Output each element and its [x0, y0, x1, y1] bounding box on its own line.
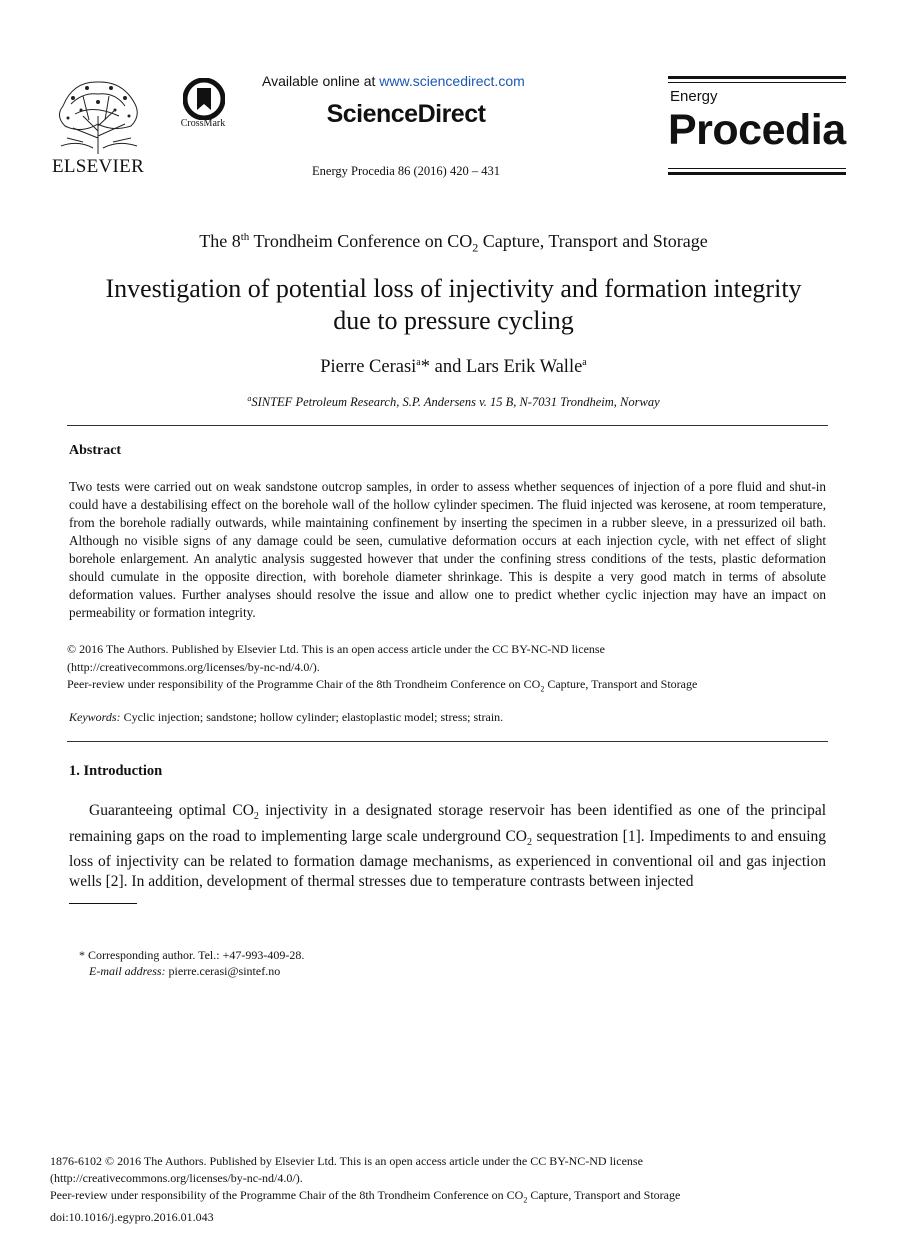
footer-peer-review: Peer-review under responsibility of the Programme Chair of the 8th Trondheim Conference on $CO_2$ Capture, Transport and Storage: [50, 1187, 681, 1204]
divider: [67, 741, 828, 742]
article-title: [60, 273, 847, 337]
footnote: [79, 947, 304, 979]
elsevier-tree-icon: [53, 76, 143, 154]
issn-copyright: 1876-6102 © 2016 The Authors. Published by Elsevier Ltd. This is an open access article under the CC BY-NC-ND license: [50, 1154, 643, 1168]
author-1: Pierre Cerasi: [320, 357, 417, 378]
email-address[interactable]: pierre.cerasi@sintef.no: [165, 964, 281, 978]
page-footer: [50, 1153, 850, 1226]
abstract-text: Two tests were carried out on weak sandstone outcrop samples, in order to assess whether sequences of injection of a pore fluid and shut-in could have a destabilising effect on the borehole wall of the hollow cylinder specimen. The fluid injected was kerosene, at room temperature, from the borehole radially outwards, while maintaining confinement by inserting the specimen in a rubber sleeve, in a pressurized oil bath. Although no visible signs of any damage could be seen, cumulative deformation occurs at each injection cycle, with net effect of slight borehole enlargement. An analytic analysis suggested however that under the confining stress conditions of the tests, plastic deformation should cumulate in the opposite direction, with borehole diameter shrinkage. This is despite a very good match in terms of absolute deformation values. Further analyses should resolve the issue and allow one to predict whether cyclic injection may have an impact on permeability or formation integrity.: [69, 479, 826, 620]
keywords-label: Keywords:: [69, 710, 121, 724]
license-link[interactable]: (http://creativecommons.org/licenses/by-nc-nd/4.0/).: [67, 659, 320, 674]
copyright-line: © 2016 The Authors. Published by Elsevier Ltd. This is an open access article under the CC BY-NC-ND license: [67, 642, 605, 656]
authors: Pierre Cerasi$^a$* and Lars Erik Walle$^a$: [320, 357, 587, 378]
footer-license-link[interactable]: (http://creativecommons.org/licenses/by-nc-nd/4.0/).: [50, 1170, 303, 1185]
corresponding-mark: *: [420, 357, 430, 378]
corresponding-author: * Corresponding author. Tel.: +47-993-409-28.: [79, 948, 305, 962]
abstract-heading: Abstract: [69, 443, 122, 458]
divider: [67, 425, 828, 426]
keywords-list: Cyclic injection; sandstone; hollow cylinder; elastoplastic model; stress; strain.: [120, 710, 504, 724]
sciencedirect-link[interactable]: www.sciencedirect.com: [379, 73, 525, 89]
email-label: E-mail address:: [89, 964, 166, 978]
available-online: [262, 73, 552, 89]
keywords: [69, 710, 829, 725]
crossmark-icon[interactable]: [183, 78, 225, 120]
footnote-rule: [69, 903, 137, 904]
copyright-notice: [67, 641, 827, 698]
peer-review-line: Peer-review under responsibility of the Programme Chair of the 8th Trondheim Conference on $CO_2$ Capture, Transport and Storage: [67, 677, 698, 694]
publisher-name: ELSEVIER: [51, 156, 145, 177]
title-line-1: Investigation of potential loss of injectivity and formation integrity: [105, 274, 802, 303]
title-line-2: due to pressure cycling: [333, 306, 574, 335]
conference-name: The 8th Trondheim Conference on $CO_2$ Capture, Transport and Storage: [199, 231, 708, 255]
available-prefix: Available online at: [262, 73, 380, 89]
intro-paragraph: Guaranteeing optimal $CO_2$ injectivity in a designated storage reservoir has been identified as one of the principal remaining gaps on the road to implementing large scale underground $CO_2$ sequestration [1]. Impediments to and ensuing loss of injectivity can be related to formation damage mechanisms, as experienced in conventional oil and gas injection wells [2]. In addition, development of thermal stresses due to temperature contrasts between injected: [69, 802, 826, 890]
energy-procedia-logo: [668, 76, 848, 176]
author-2: Lars Erik Walle: [465, 357, 583, 378]
journal-reference: Energy Procedia 86 (2016) 420 – 431: [312, 164, 500, 178]
journal-top-word: Energy: [670, 88, 718, 105]
sciencedirect-logo: ScienceDirect: [326, 100, 486, 128]
journal-name: Procedia: [668, 106, 846, 154]
section-heading: 1. Introduction: [69, 763, 163, 779]
affiliation: $^a$SINTEF Petroleum Research, S.P. Andersens v. 15 B, N-7031 Trondheim, Norway: [247, 394, 660, 410]
crossmark-label: CrossMark: [180, 118, 226, 129]
doi[interactable]: doi:10.1016/j.egypro.2016.01.043: [50, 1209, 214, 1224]
